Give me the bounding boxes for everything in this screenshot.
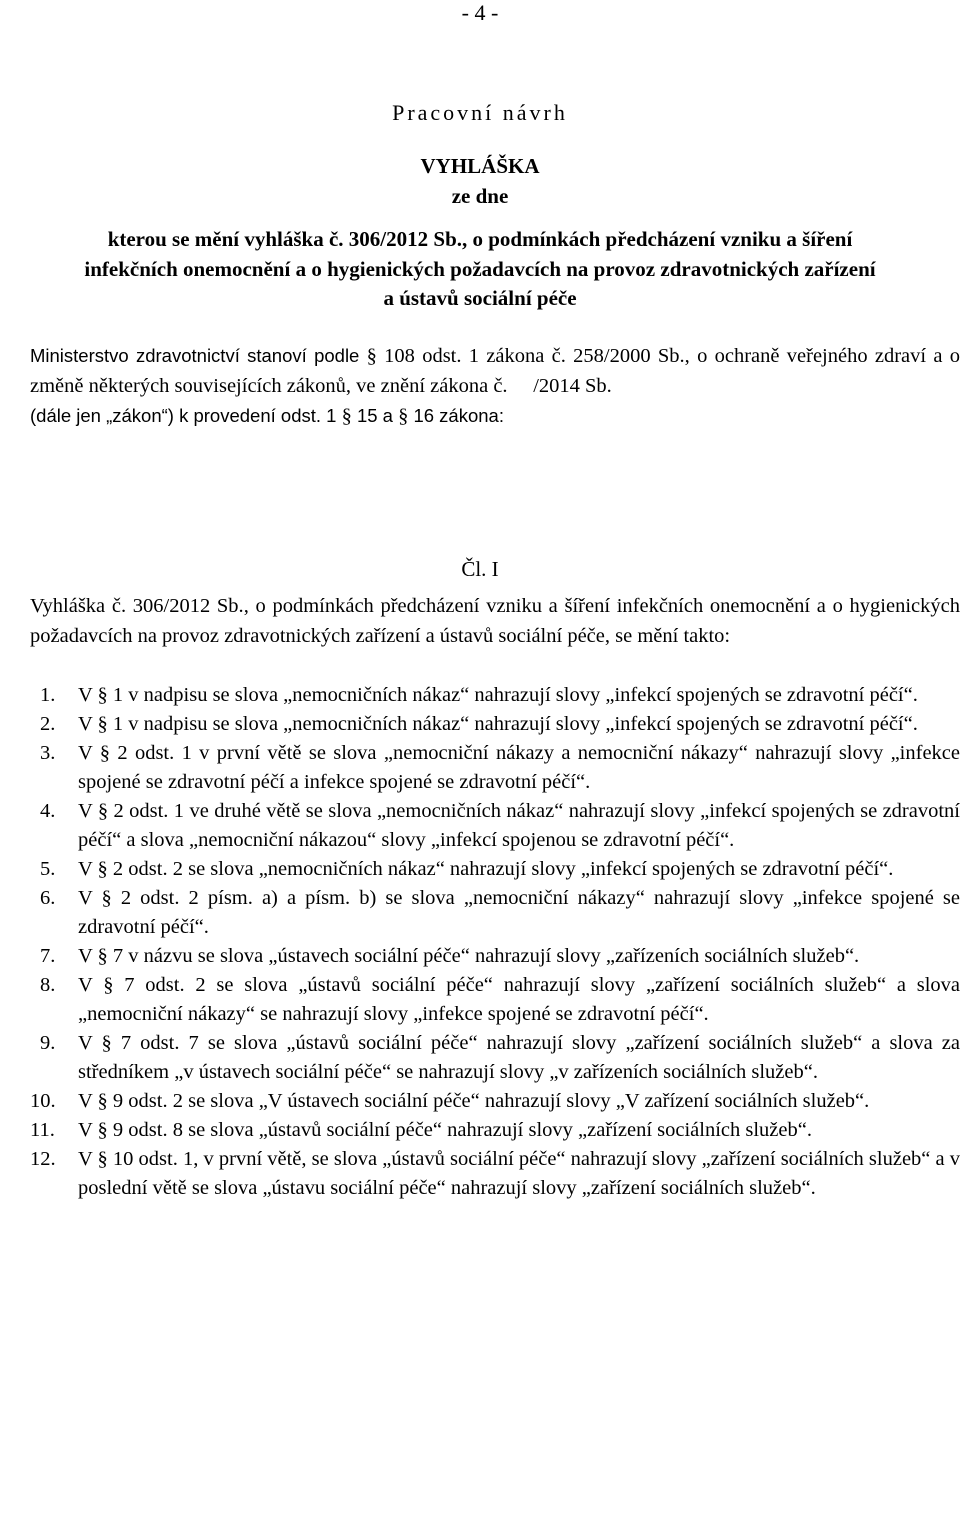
amendment-item — [30, 1116, 960, 1145]
amendment-number: 11. — [30, 1119, 55, 1141]
amendment-item — [30, 942, 960, 971]
amendment-text: V § 1 v nadpisu se slova „nemocničních nákaz“ nahrazují slovy „infekcí spojených se zdravotní péčí“. — [78, 684, 918, 706]
amendment-number: 3. — [40, 742, 56, 764]
amendment-item — [30, 710, 960, 739]
amendment-text: V § 7 v názvu se slova „ústavech sociální péče“ nahrazují slovy „zařízeních sociálních služeb“. — [78, 945, 860, 967]
amendment-item — [30, 884, 960, 942]
amendment-text: V § 9 odst. 2 se slova „V ústavech sociální péče“ nahrazují slovy „V zařízení sociálních služeb“. — [78, 1090, 870, 1112]
preamble-segment-7: 16 zákona: — [413, 405, 504, 426]
amendment-text: V § 1 v nadpisu se slova „nemocničních nákaz“ nahrazují slovy „infekcí spojených se zdravotní péčí“. — [78, 713, 918, 735]
amendment-number: 4. — [40, 800, 56, 822]
preamble-segment-6: 15 a — [356, 405, 393, 426]
amendment-item — [30, 1029, 960, 1087]
amendment-text: V § 10 odst. 1, v první větě, se slova „ústavů sociální péče“ nahrazují slovy „zařízení sociálních služeb“ a v poslední větě se slova „ústavu sociální péče“ nahrazují slovy „zařízení sociálních služeb“. — [78, 1148, 960, 1199]
document-heading — [20, 225, 940, 314]
heading-line-3: a ústavů sociální péče — [383, 286, 577, 310]
heading-line-1: kterou se mění vyhláška č. 306/2012 Sb., o podmínkách předcházení vzniku a šíření — [107, 227, 853, 251]
amendment-item — [30, 855, 960, 884]
preamble-segment-2: 108 odst. 1 zákona č. 258/2000 Sb. — [384, 345, 685, 367]
amendment-text: V § 2 odst. 2 se slova „nemocničních nákaz“ nahrazují slovy „infekcí spojených se zdravotní péčí“. — [78, 858, 894, 880]
amendment-item — [30, 1087, 960, 1116]
preamble-segment-3: , o ochraně veřejného zdraví a o změně některých souvisejících zákonů, ve znění zákona č. — [30, 345, 960, 397]
intro-segment-1: Vyhláška č. 306/2012 Sb. — [30, 595, 244, 617]
amendment-number: 8. — [40, 974, 56, 996]
preamble-paragraph: Ministerstvo zdravotnictví stanoví podle § 108 odst. 1 zákona č. 258/2000 Sb., o ochraně veřejného zdraví a o změně některých souvisejících zákonů, ve znění zákona č. /2014 Sb. (dále jen „zákon“) k provedení odst. 1 § 15 a § 16 zákona: — [30, 345, 960, 427]
draft-label: Pracovní návrh — [392, 100, 568, 125]
intro-segment-2: , o podmínkách předcházení vzniku a šíření infekčních onemocnění a o hygienických požadavcích na provoz zdravotnických zařízení a ústavů sociální péče, se mění takto: — [30, 595, 960, 647]
heading-line-2: infekčních onemocnění a o hygienických požadavcích na provoz zdravotnických zařízení — [84, 256, 876, 281]
amendment-text: V § 2 odst. 2 písm. a) a písm. b) se slova „nemocniční nákazy“ nahrazují slovy „infekce spojené se zdravotní péčí“. — [78, 887, 960, 938]
intro-paragraph — [30, 592, 960, 651]
amendment-number: 6. — [40, 887, 56, 909]
amendment-item — [30, 739, 960, 797]
page-number: - 4 - — [461, 0, 499, 25]
amendment-number: 7. — [40, 945, 56, 967]
preamble-segment-1: Ministerstvo zdravotnictví stanoví podle — [30, 345, 360, 366]
amendment-item — [30, 1145, 960, 1203]
amendment-item — [30, 797, 960, 855]
amendment-text: V § 2 odst. 1 v první větě se slova „nemocniční nákazy a nemocniční nákazy“ nahrazují slovy „infekce spojené se zdravotní péčí a infekce spojené se zdravotní péčí“. — [78, 742, 960, 793]
amendment-number: 9. — [40, 1032, 56, 1054]
document-title: VYHLÁŠKA — [420, 154, 540, 178]
preamble-segment-5: (dále jen „zákon“) k provedení odst. 1 — [30, 405, 337, 426]
amendment-item — [30, 681, 960, 710]
amendment-text: V § 7 odst. 2 se slova „ústavů sociální péče“ nahrazují slovy „zařízení sociálních služeb“ a slova „nemocniční nákazy“ se nahrazují slovy „infekce spojené se zdravotní péčí“. — [78, 974, 960, 1025]
amendment-number: 10. — [30, 1090, 56, 1112]
amendment-number: 12. — [30, 1148, 56, 1170]
amendment-number: 1. — [40, 684, 56, 706]
amendment-text: V § 7 odst. 7 se slova „ústavů sociální péče“ nahrazují slovy „zařízení sociálních služeb“ a slova za středníkem „v ústavech sociální péče“ se nahrazují slovy „v zařízeních sociálních služeb“. — [78, 1032, 960, 1083]
amendment-item — [30, 971, 960, 1029]
amendment-text: V § 2 odst. 1 ve druhé větě se slova „nemocničních nákaz“ nahrazují slovy „infekcí spojených se zdravotní péčí“ a slova „nemocniční nákazou“ slovy „infekcí spojenou se zdravotní péčí“. — [78, 800, 960, 851]
amendment-number: 5. — [40, 858, 56, 880]
document-subtitle: ze dne — [451, 184, 509, 208]
article-label: Čl. I — [461, 557, 499, 581]
amendment-text: V § 9 odst. 8 se slova „ústavů sociální péče“ nahrazují slovy „zařízení sociálních služeb“. — [78, 1119, 812, 1141]
amendments-list — [30, 681, 960, 1203]
amendment-number: 2. — [40, 713, 56, 735]
preamble-segment-4: /2014 Sb. — [533, 374, 612, 397]
